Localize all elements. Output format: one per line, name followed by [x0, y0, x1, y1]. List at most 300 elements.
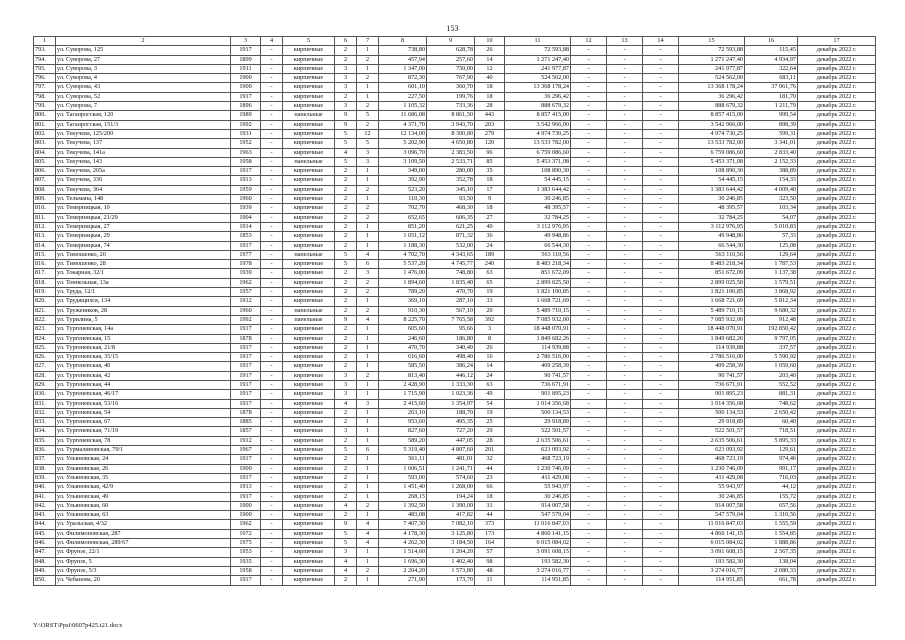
- table-cell: 789,20: [379, 288, 427, 297]
- table-cell: -: [643, 111, 679, 120]
- column-number-cell: 16: [745, 37, 798, 46]
- table-cell: -: [643, 83, 679, 92]
- table-cell: 805.: [34, 157, 56, 166]
- table-cell: 60,40: [745, 418, 798, 427]
- table-cell: 3: [335, 83, 357, 92]
- table-cell: ул. Тургеневская, 53/16: [56, 399, 231, 408]
- table-cell: 2: [335, 334, 357, 343]
- table-cell: 827,60: [379, 427, 427, 436]
- table-cell: 470,70: [379, 343, 427, 352]
- table-cell: 115,45: [745, 46, 798, 55]
- table-cell: 4 178,30: [379, 529, 427, 538]
- table-cell: -: [607, 250, 643, 259]
- table-cell: 1917: [231, 353, 261, 362]
- table-cell: 193 582,30: [505, 557, 571, 566]
- table-cell: 1962: [231, 278, 261, 287]
- table-cell: -: [643, 492, 679, 501]
- table-cell: 2: [335, 418, 357, 427]
- table-cell: 18 448 070,91: [679, 325, 745, 334]
- table-cell: 628,78: [427, 46, 475, 55]
- table-cell: -: [261, 353, 283, 362]
- table-cell: 835.: [34, 436, 56, 445]
- table-cell: -: [571, 501, 607, 510]
- table-cell: 552,52: [745, 380, 798, 389]
- table-cell: 1 606,51: [379, 464, 427, 473]
- table-cell: -: [643, 371, 679, 380]
- table-cell: 470,70: [427, 288, 475, 297]
- table-cell: 813.: [34, 232, 56, 241]
- table-cell: 4 343,65: [427, 250, 475, 259]
- table-cell: -: [261, 269, 283, 278]
- table-cell: 1: [357, 492, 379, 501]
- table-cell: 4: [335, 557, 357, 566]
- table-cell: 1 894,60: [379, 278, 427, 287]
- table-cell: -: [261, 148, 283, 157]
- table-cell: 914 007,58: [505, 501, 571, 510]
- table-cell: -: [571, 436, 607, 445]
- table-row: [34, 92, 876, 101]
- table-cell: -: [261, 129, 283, 138]
- table-cell: 1 271 247,40: [505, 55, 571, 64]
- table-cell: 6 015 084,02: [679, 539, 745, 548]
- table-cell: 5: [357, 139, 379, 148]
- table-cell: -: [261, 315, 283, 324]
- table-cell: 18: [475, 92, 505, 101]
- table-cell: 203: [475, 120, 505, 129]
- table-cell: -: [571, 64, 607, 73]
- table-cell: 1917: [231, 371, 261, 380]
- table-cell: ул. Темерницкая, 74: [56, 241, 231, 250]
- table-cell: 4: [357, 250, 379, 259]
- table-cell: 718,51: [745, 427, 798, 436]
- table-cell: -: [607, 483, 643, 492]
- table-cell: -: [607, 55, 643, 64]
- table-cell: декабрь 2022 г.: [798, 288, 876, 297]
- table-cell: 468 723,19: [679, 455, 745, 464]
- table-cell: -: [571, 297, 607, 306]
- table-cell: -: [261, 529, 283, 538]
- table-cell: 447,05: [427, 436, 475, 445]
- table-cell: 110,30: [379, 195, 427, 204]
- table-cell: -: [607, 399, 643, 408]
- table-cell: 192 850,42: [745, 325, 798, 334]
- table-cell: 32 784,25: [679, 213, 745, 222]
- table-cell: 4 807,60: [427, 446, 475, 455]
- table-row: [34, 83, 876, 92]
- table-cell: 2: [335, 176, 357, 185]
- table-row: [34, 557, 876, 566]
- table-cell: -: [607, 315, 643, 324]
- table-cell: -: [607, 334, 643, 343]
- table-cell: 349,00: [379, 167, 427, 176]
- table-cell: 2 383,50: [427, 148, 475, 157]
- table-cell: 3 542 966,00: [505, 120, 571, 129]
- table-cell: -: [261, 334, 283, 343]
- table-cell: 2: [335, 213, 357, 222]
- table-cell: ул. Текучева, 336: [56, 176, 231, 185]
- table-row: [34, 213, 876, 222]
- table-cell: -: [261, 371, 283, 380]
- table-cell: 1 014 356,68: [679, 399, 745, 408]
- table-cell: 6 759 086,60: [505, 148, 571, 157]
- table-cell: -: [261, 195, 283, 204]
- table-cell: 1 347,00: [379, 64, 427, 73]
- table-cell: кирпичные: [283, 446, 335, 455]
- table-cell: 18: [475, 83, 505, 92]
- table-cell: декабрь 2022 г.: [798, 306, 876, 315]
- table-cell: 13 368 178,24: [679, 83, 745, 92]
- table-row: [34, 483, 876, 492]
- table-cell: 9: [475, 195, 505, 204]
- table-row: [34, 362, 876, 371]
- table-cell: 2: [357, 74, 379, 83]
- table-cell: 1899: [231, 55, 261, 64]
- table-cell: 1 715,90: [379, 390, 427, 399]
- table-cell: 1 849 682,26: [679, 334, 745, 343]
- table-cell: -: [607, 566, 643, 575]
- table-cell: 2: [335, 241, 357, 250]
- table-cell: -: [571, 343, 607, 352]
- table-cell: 524 562,00: [505, 74, 571, 83]
- table-cell: -: [571, 102, 607, 111]
- table-cell: -: [261, 362, 283, 371]
- table-cell: 24: [475, 371, 505, 380]
- table-cell: 26: [475, 46, 505, 55]
- table-cell: 468 723,19: [505, 455, 571, 464]
- table-cell: -: [643, 483, 679, 492]
- table-cell: 44: [475, 464, 505, 473]
- table-row: [34, 64, 876, 73]
- table-cell: -: [643, 418, 679, 427]
- table-cell: 3: [335, 390, 357, 399]
- table-cell: 804.: [34, 148, 56, 157]
- register-table-container: [33, 36, 875, 586]
- table-cell: 271,90: [379, 576, 427, 585]
- table-cell: 838.: [34, 464, 56, 473]
- table-cell: 1914: [231, 222, 261, 231]
- table-cell: 567,10: [427, 306, 475, 315]
- table-cell: кирпичные: [283, 129, 335, 138]
- table-cell: -: [261, 399, 283, 408]
- table-cell: 373: [475, 520, 505, 529]
- table-cell: 847.: [34, 548, 56, 557]
- table-cell: 750,00: [427, 64, 475, 73]
- table-cell: 1917: [231, 46, 261, 55]
- table-row: [34, 380, 876, 389]
- table-cell: декабрь 2022 г.: [798, 120, 876, 129]
- table-cell: 5 010,83: [745, 222, 798, 231]
- table-cell: 1: [357, 511, 379, 520]
- table-cell: кирпичные: [283, 46, 335, 55]
- table-cell: 114 951,85: [679, 576, 745, 585]
- table-cell: ул. Темерницкая, 29: [56, 232, 231, 241]
- table-cell: декабрь 2022 г.: [798, 139, 876, 148]
- table-cell: 822.: [34, 315, 56, 324]
- column-number-cell: 13: [607, 37, 643, 46]
- table-cell: 2 567,35: [745, 548, 798, 557]
- table-cell: -: [571, 408, 607, 417]
- table-cell: -: [571, 464, 607, 473]
- table-row: [34, 297, 876, 306]
- table-cell: 24: [475, 241, 505, 250]
- table-cell: 28: [475, 436, 505, 445]
- table-cell: 799.: [34, 102, 56, 111]
- table-cell: 322,64: [745, 64, 798, 73]
- table-cell: 1 230 746,09: [505, 464, 571, 473]
- column-number-cell: 2: [56, 37, 231, 46]
- table-cell: 241 977,87: [505, 64, 571, 73]
- table-cell: 4: [357, 539, 379, 548]
- table-cell: 2: [335, 46, 357, 55]
- table-cell: 85: [475, 157, 505, 166]
- table-cell: 1 268,00: [427, 483, 475, 492]
- table-cell: 796.: [34, 74, 56, 83]
- table-cell: 914 007,58: [679, 501, 745, 510]
- table-cell: -: [571, 139, 607, 148]
- table-cell: 90 741,57: [679, 371, 745, 380]
- table-cell: -: [571, 306, 607, 315]
- table-cell: декабрь 2022 г.: [798, 157, 876, 166]
- table-cell: 18 448 070,91: [505, 325, 571, 334]
- table-cell: кирпичные: [283, 539, 335, 548]
- table-cell: 814.: [34, 241, 56, 250]
- table-cell: 40: [475, 74, 505, 83]
- table-cell: 13 533 782,00: [679, 139, 745, 148]
- table-row: [34, 260, 876, 269]
- table-cell: 483,08: [379, 511, 427, 520]
- table-cell: -: [261, 241, 283, 250]
- table-row: [34, 306, 876, 315]
- table-cell: -: [643, 557, 679, 566]
- table-cell: 2 080,33: [745, 566, 798, 575]
- table-cell: декабрь 2022 г.: [798, 204, 876, 213]
- table-cell: -: [643, 55, 679, 64]
- table-cell: -: [607, 102, 643, 111]
- table-cell: -: [607, 297, 643, 306]
- table-cell: 1917: [231, 492, 261, 501]
- table-cell: 1 333,30: [427, 380, 475, 389]
- table-cell: 4 934,97: [745, 55, 798, 64]
- table-cell: 1 787,53: [745, 260, 798, 269]
- table-cell: 173: [475, 529, 505, 538]
- table-cell: 1: [357, 557, 379, 566]
- table-cell: ул. Тургеневская, 67: [56, 418, 231, 427]
- table-cell: декабрь 2022 г.: [798, 129, 876, 138]
- table-cell: 702,70: [379, 204, 427, 213]
- table-row: [34, 195, 876, 204]
- table-cell: 279: [475, 129, 505, 138]
- table-cell: -: [261, 222, 283, 231]
- table-cell: 3: [335, 380, 357, 389]
- table-cell: декабрь 2022 г.: [798, 371, 876, 380]
- table-cell: декабрь 2022 г.: [798, 380, 876, 389]
- table-cell: 547 579,04: [505, 511, 571, 520]
- table-cell: 910,30: [379, 306, 427, 315]
- table-cell: ул. Чебанова, 20: [56, 576, 231, 585]
- table-cell: ул. Трудящихся, 134: [56, 297, 231, 306]
- table-cell: 72 593,88: [505, 46, 571, 55]
- table-cell: 2 428,90: [379, 380, 427, 389]
- table-cell: декабрь 2022 г.: [798, 232, 876, 241]
- table-cell: кирпичные: [283, 195, 335, 204]
- table-cell: 832.: [34, 408, 56, 417]
- table-cell: 1896: [231, 102, 261, 111]
- table-cell: 9 680,32: [745, 306, 798, 315]
- column-number-cell: 3: [231, 37, 261, 46]
- table-cell: -: [607, 446, 643, 455]
- table-row: [34, 148, 876, 157]
- table-cell: 1: [357, 64, 379, 73]
- table-cell: 181,70: [745, 92, 798, 101]
- table-cell: декабрь 2022 г.: [798, 455, 876, 464]
- table-cell: кирпичные: [283, 473, 335, 482]
- table-cell: ул. Ульяновская, 49: [56, 492, 231, 501]
- table-cell: 1: [357, 576, 379, 585]
- table-cell: -: [643, 260, 679, 269]
- table-cell: 11: [475, 576, 505, 585]
- table-cell: 93,50: [427, 195, 475, 204]
- table-cell: 3 274 016,77: [679, 566, 745, 575]
- table-cell: декабрь 2022 г.: [798, 576, 876, 585]
- table-cell: 13 533 782,00: [505, 139, 571, 148]
- table-cell: кирпичные: [283, 418, 335, 427]
- table-cell: ул. Тимошенко, 20: [56, 250, 231, 259]
- table-cell: -: [261, 278, 283, 287]
- table-cell: -: [643, 222, 679, 231]
- table-cell: 843.: [34, 511, 56, 520]
- table-cell: -: [261, 185, 283, 194]
- table-cell: 66 544,30: [505, 241, 571, 250]
- table-cell: 991,17: [745, 464, 798, 473]
- table-cell: 1939: [231, 204, 261, 213]
- table-cell: -: [643, 325, 679, 334]
- table-cell: 1: [357, 334, 379, 343]
- table-cell: 851 672,09: [505, 269, 571, 278]
- table-cell: 2: [335, 353, 357, 362]
- table-cell: -: [607, 139, 643, 148]
- table-cell: кирпичные: [283, 529, 335, 538]
- table-cell: 44,12: [745, 483, 798, 492]
- table-cell: -: [643, 566, 679, 575]
- table-cell: 5 453 371,08: [505, 157, 571, 166]
- table-cell: -: [643, 157, 679, 166]
- table-cell: 837.: [34, 455, 56, 464]
- table-cell: 3: [335, 371, 357, 380]
- table-cell: 54: [475, 399, 505, 408]
- table-cell: 1912: [231, 436, 261, 445]
- table-cell: декабрь 2022 г.: [798, 501, 876, 510]
- table-cell: 2 786 516,00: [679, 353, 745, 362]
- table-cell: декабрь 2022 г.: [798, 511, 876, 520]
- table-cell: 12 134,00: [379, 129, 427, 138]
- table-cell: -: [571, 418, 607, 427]
- table-cell: 49 948,86: [679, 232, 745, 241]
- table-cell: декабрь 2022 г.: [798, 418, 876, 427]
- table-cell: 1: [357, 232, 379, 241]
- table-cell: -: [261, 288, 283, 297]
- table-cell: -: [571, 511, 607, 520]
- table-cell: 55 943,97: [505, 483, 571, 492]
- table-cell: 8 483 218,34: [679, 260, 745, 269]
- table-cell: 2 899 025,50: [505, 278, 571, 287]
- table-cell: -: [643, 306, 679, 315]
- table-cell: 498,40: [427, 353, 475, 362]
- table-cell: кирпичные: [283, 288, 335, 297]
- table-cell: 606,35: [427, 213, 475, 222]
- table-cell: -: [607, 260, 643, 269]
- table-cell: 54,07: [745, 213, 798, 222]
- table-cell: 129,64: [745, 250, 798, 259]
- table-row: [34, 548, 876, 557]
- table-cell: 1 023,36: [427, 390, 475, 399]
- table-cell: декабрь 2022 г.: [798, 185, 876, 194]
- table-cell: 27: [475, 213, 505, 222]
- table-cell: 5 489 710,15: [505, 306, 571, 315]
- table-cell: 2 833,40: [745, 148, 798, 157]
- table-cell: -: [261, 483, 283, 492]
- table-cell: 32 784,25: [505, 213, 571, 222]
- table-cell: -: [571, 241, 607, 250]
- table-cell: 4 702,70: [379, 250, 427, 259]
- table-cell: 845.: [34, 529, 56, 538]
- table-cell: 1992: [231, 315, 261, 324]
- table-cell: 5: [335, 129, 357, 138]
- table-cell: ул. Ульяновская, 35: [56, 473, 231, 482]
- table-cell: 1900: [231, 74, 261, 83]
- table-cell: ул. Ульяновская, 24: [56, 455, 231, 464]
- table-cell: -: [261, 176, 283, 185]
- table-cell: 1 204,20: [427, 548, 475, 557]
- table-cell: -: [643, 501, 679, 510]
- table-cell: ул. Филимоновская, 289/67: [56, 539, 231, 548]
- table-cell: -: [261, 511, 283, 520]
- table-cell: -: [261, 325, 283, 334]
- table-cell: 55 943,97: [679, 483, 745, 492]
- table-cell: 1952: [231, 139, 261, 148]
- table-cell: 811.: [34, 213, 56, 222]
- table-cell: 30 246,85: [679, 492, 745, 501]
- table-cell: -: [607, 74, 643, 83]
- table-cell: 11 686,08: [379, 111, 427, 120]
- table-cell: 1 059,60: [745, 362, 798, 371]
- table-cell: 593,00: [379, 473, 427, 482]
- table-cell: 661,78: [745, 576, 798, 585]
- table-row: [34, 520, 876, 529]
- table-cell: 18: [475, 176, 505, 185]
- table-cell: кирпичные: [283, 92, 335, 101]
- table-cell: 14: [475, 362, 505, 371]
- table-cell: 1912: [231, 297, 261, 306]
- table-cell: 532,00: [427, 241, 475, 250]
- table-cell: -: [261, 306, 283, 315]
- table-cell: 227,50: [379, 92, 427, 101]
- table-cell: 500 134,53: [505, 408, 571, 417]
- table-cell: 2: [335, 483, 357, 492]
- table-cell: 5 537,20: [379, 260, 427, 269]
- table-cell: -: [571, 483, 607, 492]
- table-cell: 524 562,00: [679, 74, 745, 83]
- table-cell: 4 745,77: [427, 260, 475, 269]
- table-cell: декабрь 2022 г.: [798, 250, 876, 259]
- table-cell: ул. Тургеневская, 35/15: [56, 353, 231, 362]
- table-cell: кирпичные: [283, 427, 335, 436]
- table-cell: 95,66: [427, 325, 475, 334]
- table-cell: -: [571, 529, 607, 538]
- table-cell: -: [607, 343, 643, 352]
- table-cell: -: [643, 269, 679, 278]
- table-cell: -: [571, 399, 607, 408]
- table-cell: -: [571, 455, 607, 464]
